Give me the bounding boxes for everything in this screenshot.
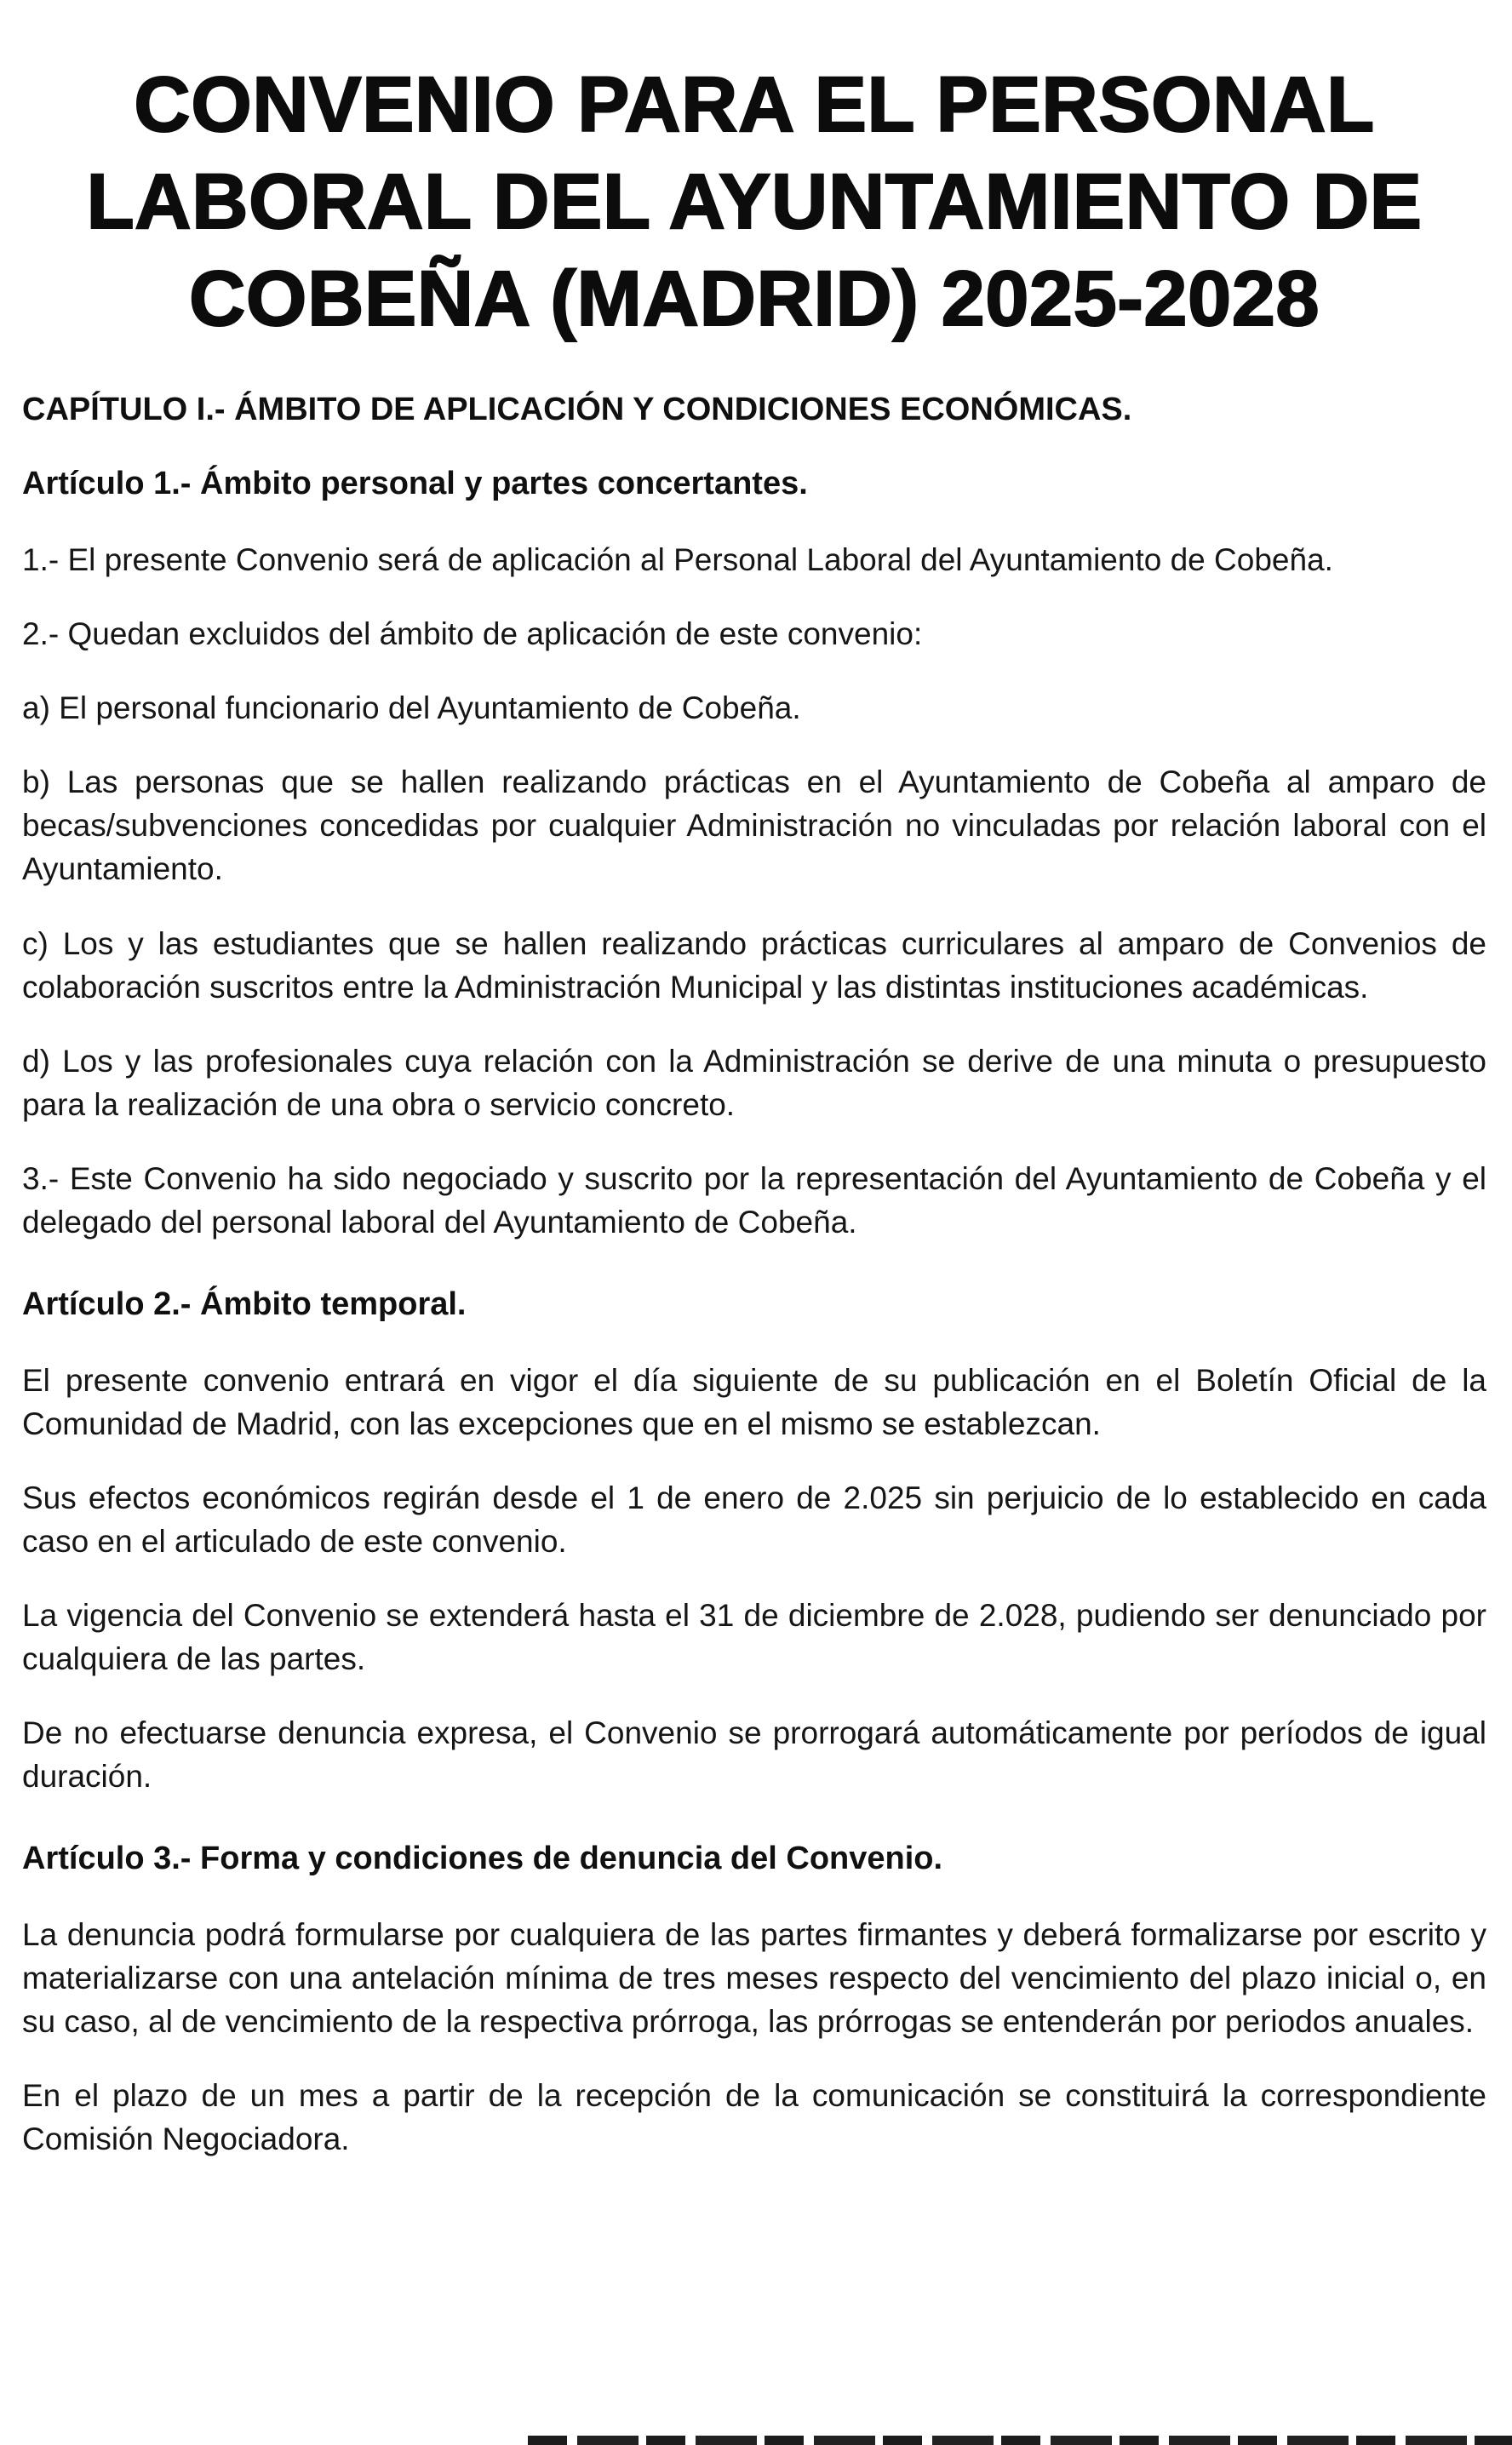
cutoff-next-line-strip xyxy=(528,2436,1512,2445)
article-1-item-c: c) Los y las estudiantes que se hallen realizando prácticas curriculares al amparo de Convenios de colaboración suscritos entre la Administración Municipal y las distintas instituciones académicas. xyxy=(22,925,1486,1005)
article-1-paragraph-3: 3.- Este Convenio ha sido negociado y suscrito por la representación del Ayuntamiento de Cobeña y el delegado del personal laboral del Ayuntamiento de Cobeña. xyxy=(22,1160,1486,1240)
article-2-paragraph-1: El presente convenio entrará en vigor el día siguiente de su publicación en el Boletín Oficial de la Comunidad de Madrid, con las excepciones que en el mismo se establezcan. xyxy=(22,1362,1486,1441)
document-title-line-1: CONVENIO PARA EL PERSONAL xyxy=(134,61,1375,148)
article-2-paragraph-3: La vigencia del Convenio se extenderá hasta el 31 de diciembre de 2.028, pudiendo ser denunciado por cualquiera de las partes. xyxy=(22,1597,1486,1677)
document-title-line-3: COBEÑA (MADRID) 2025-2028 xyxy=(188,255,1320,343)
article-3-heading: Artículo 3.- Forma y condiciones de denuncia del Convenio. xyxy=(22,1841,943,1877)
article-3-paragraph-1: La denuncia podrá formularse por cualquiera de las partes firmantes y deberá formalizarse por escrito y materializarse con una antelación mínima de tres meses respecto del vencimiento del plazo inicial o, en su caso, al de vencimiento de la respectiva prórroga, las prórrogas se entenderán por periodos anuales. xyxy=(22,1917,1486,2040)
article-1-item-d: d) Los y las profesionales cuya relación con la Administración se derive de una minuta o presupuesto para la realización de una obra o servicio concreto. xyxy=(22,1043,1486,1122)
document-title-line-2: LABORAL DEL AYUNTAMIENTO DE xyxy=(86,158,1423,246)
article-1-paragraph-2: 2.- Quedan excluidos del ámbito de aplicación de este convenio: xyxy=(22,616,923,652)
article-2-paragraph-2: Sus efectos económicos regirán desde el 1 de enero de 2.025 sin perjuicio de lo establecido en cada caso en el articulado de este convenio. xyxy=(22,1480,1486,1559)
article-2-heading: Artículo 2.- Ámbito temporal. xyxy=(22,1285,467,1322)
article-1-paragraph-1: 1.- El presente Convenio será de aplicación al Personal Laboral del Ayuntamiento de Cobeña. xyxy=(22,542,1333,578)
article-1-heading: Artículo 1.- Ámbito personal y partes concertantes. xyxy=(22,466,808,502)
article-2-paragraph-4: De no efectuarse denuncia expresa, el Convenio se prorrogará automáticamente por períodos de igual duración. xyxy=(22,1715,1486,1795)
article-1-item-a: a) El personal funcionario del Ayuntamiento de Cobeña. xyxy=(22,690,801,726)
chapter-heading: CAPÍTULO I.- ÁMBITO DE APLICACIÓN Y CONDICIONES ECONÓMICAS. xyxy=(22,392,1132,428)
article-1-item-b: b) Las personas que se hallen realizando prácticas en el Ayuntamiento de Cobeña al amparo de becas/subvenciones concedidas por cualquier Administración no vinculadas por relación laboral con el Ayuntamiento. xyxy=(22,764,1486,887)
document-title xyxy=(48,56,1461,347)
article-3-paragraph-2: En el plazo de un mes a partir de la recepción de la comunicación se constituirá la correspondiente Comisión Negociadora. xyxy=(22,2078,1486,2157)
